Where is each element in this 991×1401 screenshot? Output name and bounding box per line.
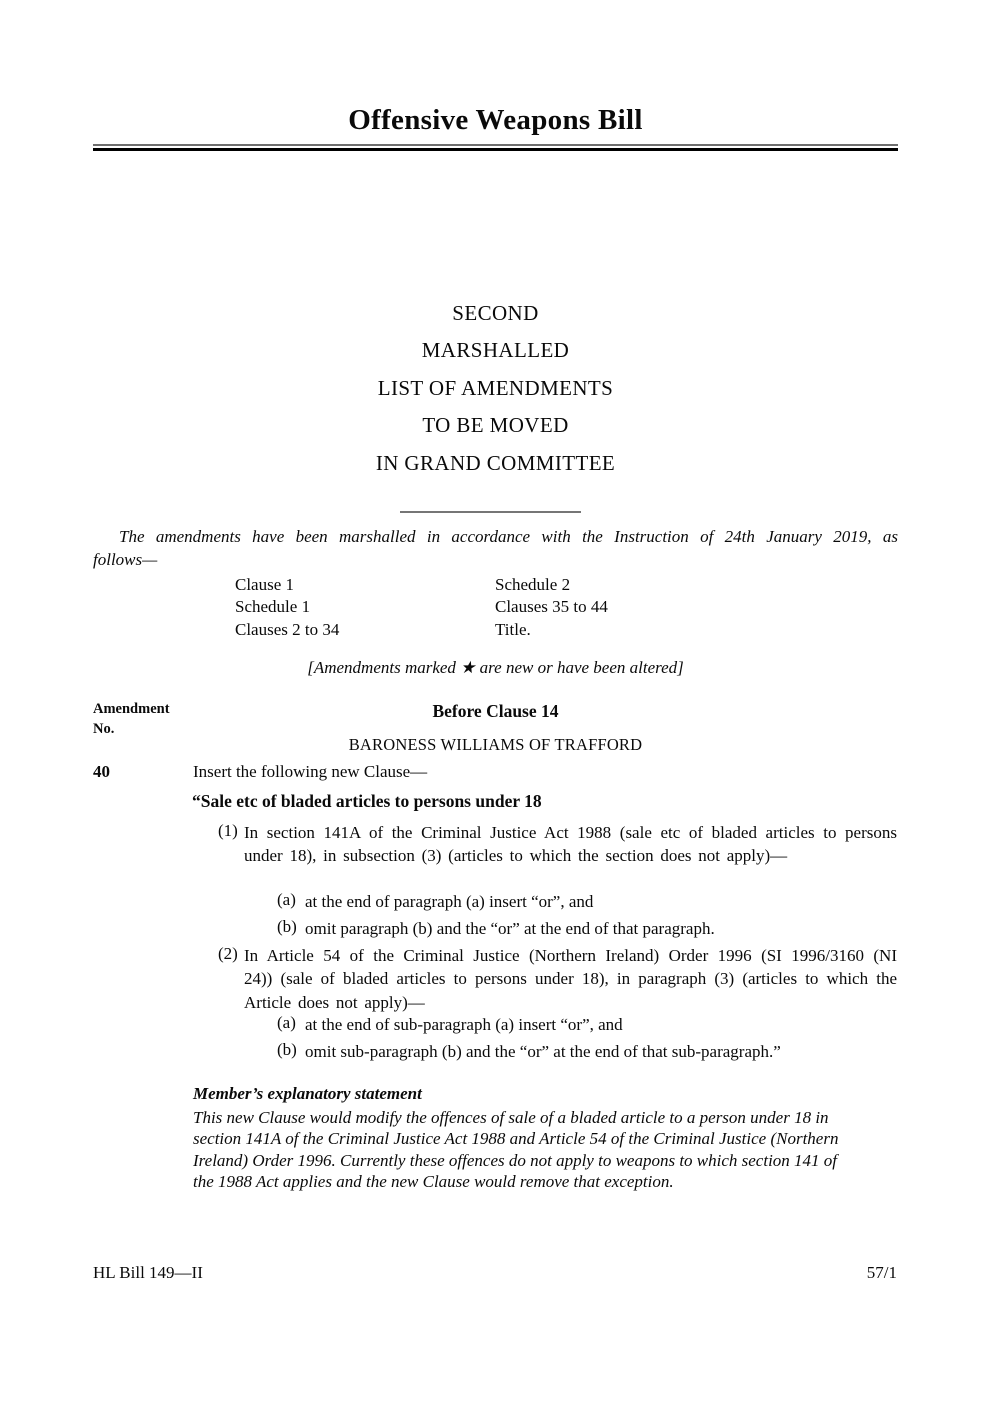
amendment-number: 40 [93, 762, 110, 781]
order-item: Title. [495, 619, 531, 639]
title-rule-thin [93, 144, 898, 146]
subtitle-line: SECOND [452, 301, 539, 325]
subtitle-line: MARSHALLED [421, 338, 570, 363]
section-divider-rule [400, 511, 581, 513]
order-item: Schedule 1 [235, 597, 311, 617]
new-clause-title: “Sale etc of bladed articles to persons under 18 [192, 791, 542, 811]
paragraph-text: omit sub-paragraph (b) and the “or” at the end of that sub-paragraph.” [305, 1042, 781, 1061]
subtitle-block [0, 295, 991, 482]
mover-name: BARONESS WILLIAMS OF TRAFFORD [348, 735, 643, 754]
paragraph-marker: (a) [277, 1013, 296, 1032]
paragraph-marker: (b) [277, 917, 297, 936]
place-heading: Before Clause 14 [432, 701, 559, 721]
marshalling-order-column-1 [235, 574, 339, 641]
explanatory-statement-text: This new Clause would modify the offences of sale of a bladed article to a person under 18 in section 141A of the Criminal Justice Act 1988 and Article 54 of the Criminal Justice (Northern Ireland) Order 1996. Currently these offences do not apply to weapons to which section 141 of the 1988 Act applies and the new Clause would remove that exception. [193, 1108, 839, 1192]
marshalling-note-line1: The amendments have been marshalled in accordance with the Instruction of 24th January 2019, as [119, 527, 898, 546]
paragraph-text: at the end of paragraph (a) insert “or”, and [305, 892, 594, 911]
subsection-marker: (2) [218, 944, 238, 963]
subtitle-line: LIST OF AMENDMENTS [377, 375, 614, 400]
explanatory-statement-heading: Member’s explanatory statement [193, 1084, 422, 1103]
paragraph-text: omit paragraph (b) and the “or” at the end of that paragraph. [305, 919, 715, 938]
paragraph-text: at the end of sub-paragraph (a) insert “or”, and [305, 1015, 623, 1034]
star-note: [Amendments marked ★ are new or have been altered] [307, 658, 684, 677]
subtitle-line: TO BE MOVED [422, 413, 569, 438]
marshalling-order-column-2 [495, 574, 608, 641]
page-title: Offensive Weapons Bill [348, 104, 643, 136]
amendment-no-label-line2: No. [93, 720, 115, 737]
subtitle-line: IN GRAND COMMITTEE [375, 450, 616, 475]
order-item: Clause 1 [235, 575, 295, 594]
subsection-marker: (1) [218, 821, 238, 840]
paragraph-marker: (b) [277, 1040, 297, 1059]
subsection-text: In Article 54 of the Criminal Justice (Northern Ireland) Order 1996 (SI 1996/3160 (NI 24)) (sale of bladed articles to persons under 18), in paragraph (3) (articles to which the Article does not apply)— [244, 946, 897, 1012]
amendment-instruction: Insert the following new Clause— [193, 762, 428, 781]
order-item: Clauses 35 to 44 [495, 597, 608, 617]
marshalling-note-line2: follows— [93, 550, 158, 569]
footer-bill-number: HL Bill 149—II [93, 1263, 203, 1282]
order-item: Clauses 2 to 34 [235, 619, 340, 639]
subsection-text: In section 141A of the Criminal Justice Act 1988 (sale etc of bladed articles to persons under 18), in subsection (3) (articles to which the section does not apply)— [244, 823, 897, 866]
title-rule-thick [93, 148, 898, 151]
amendment-no-label-line1: Amendment [93, 701, 170, 717]
paragraph-marker: (a) [277, 890, 296, 909]
order-item: Schedule 2 [495, 575, 571, 594]
footer-page-number: 57/1 [866, 1263, 897, 1282]
title-double-rule [93, 144, 898, 151]
